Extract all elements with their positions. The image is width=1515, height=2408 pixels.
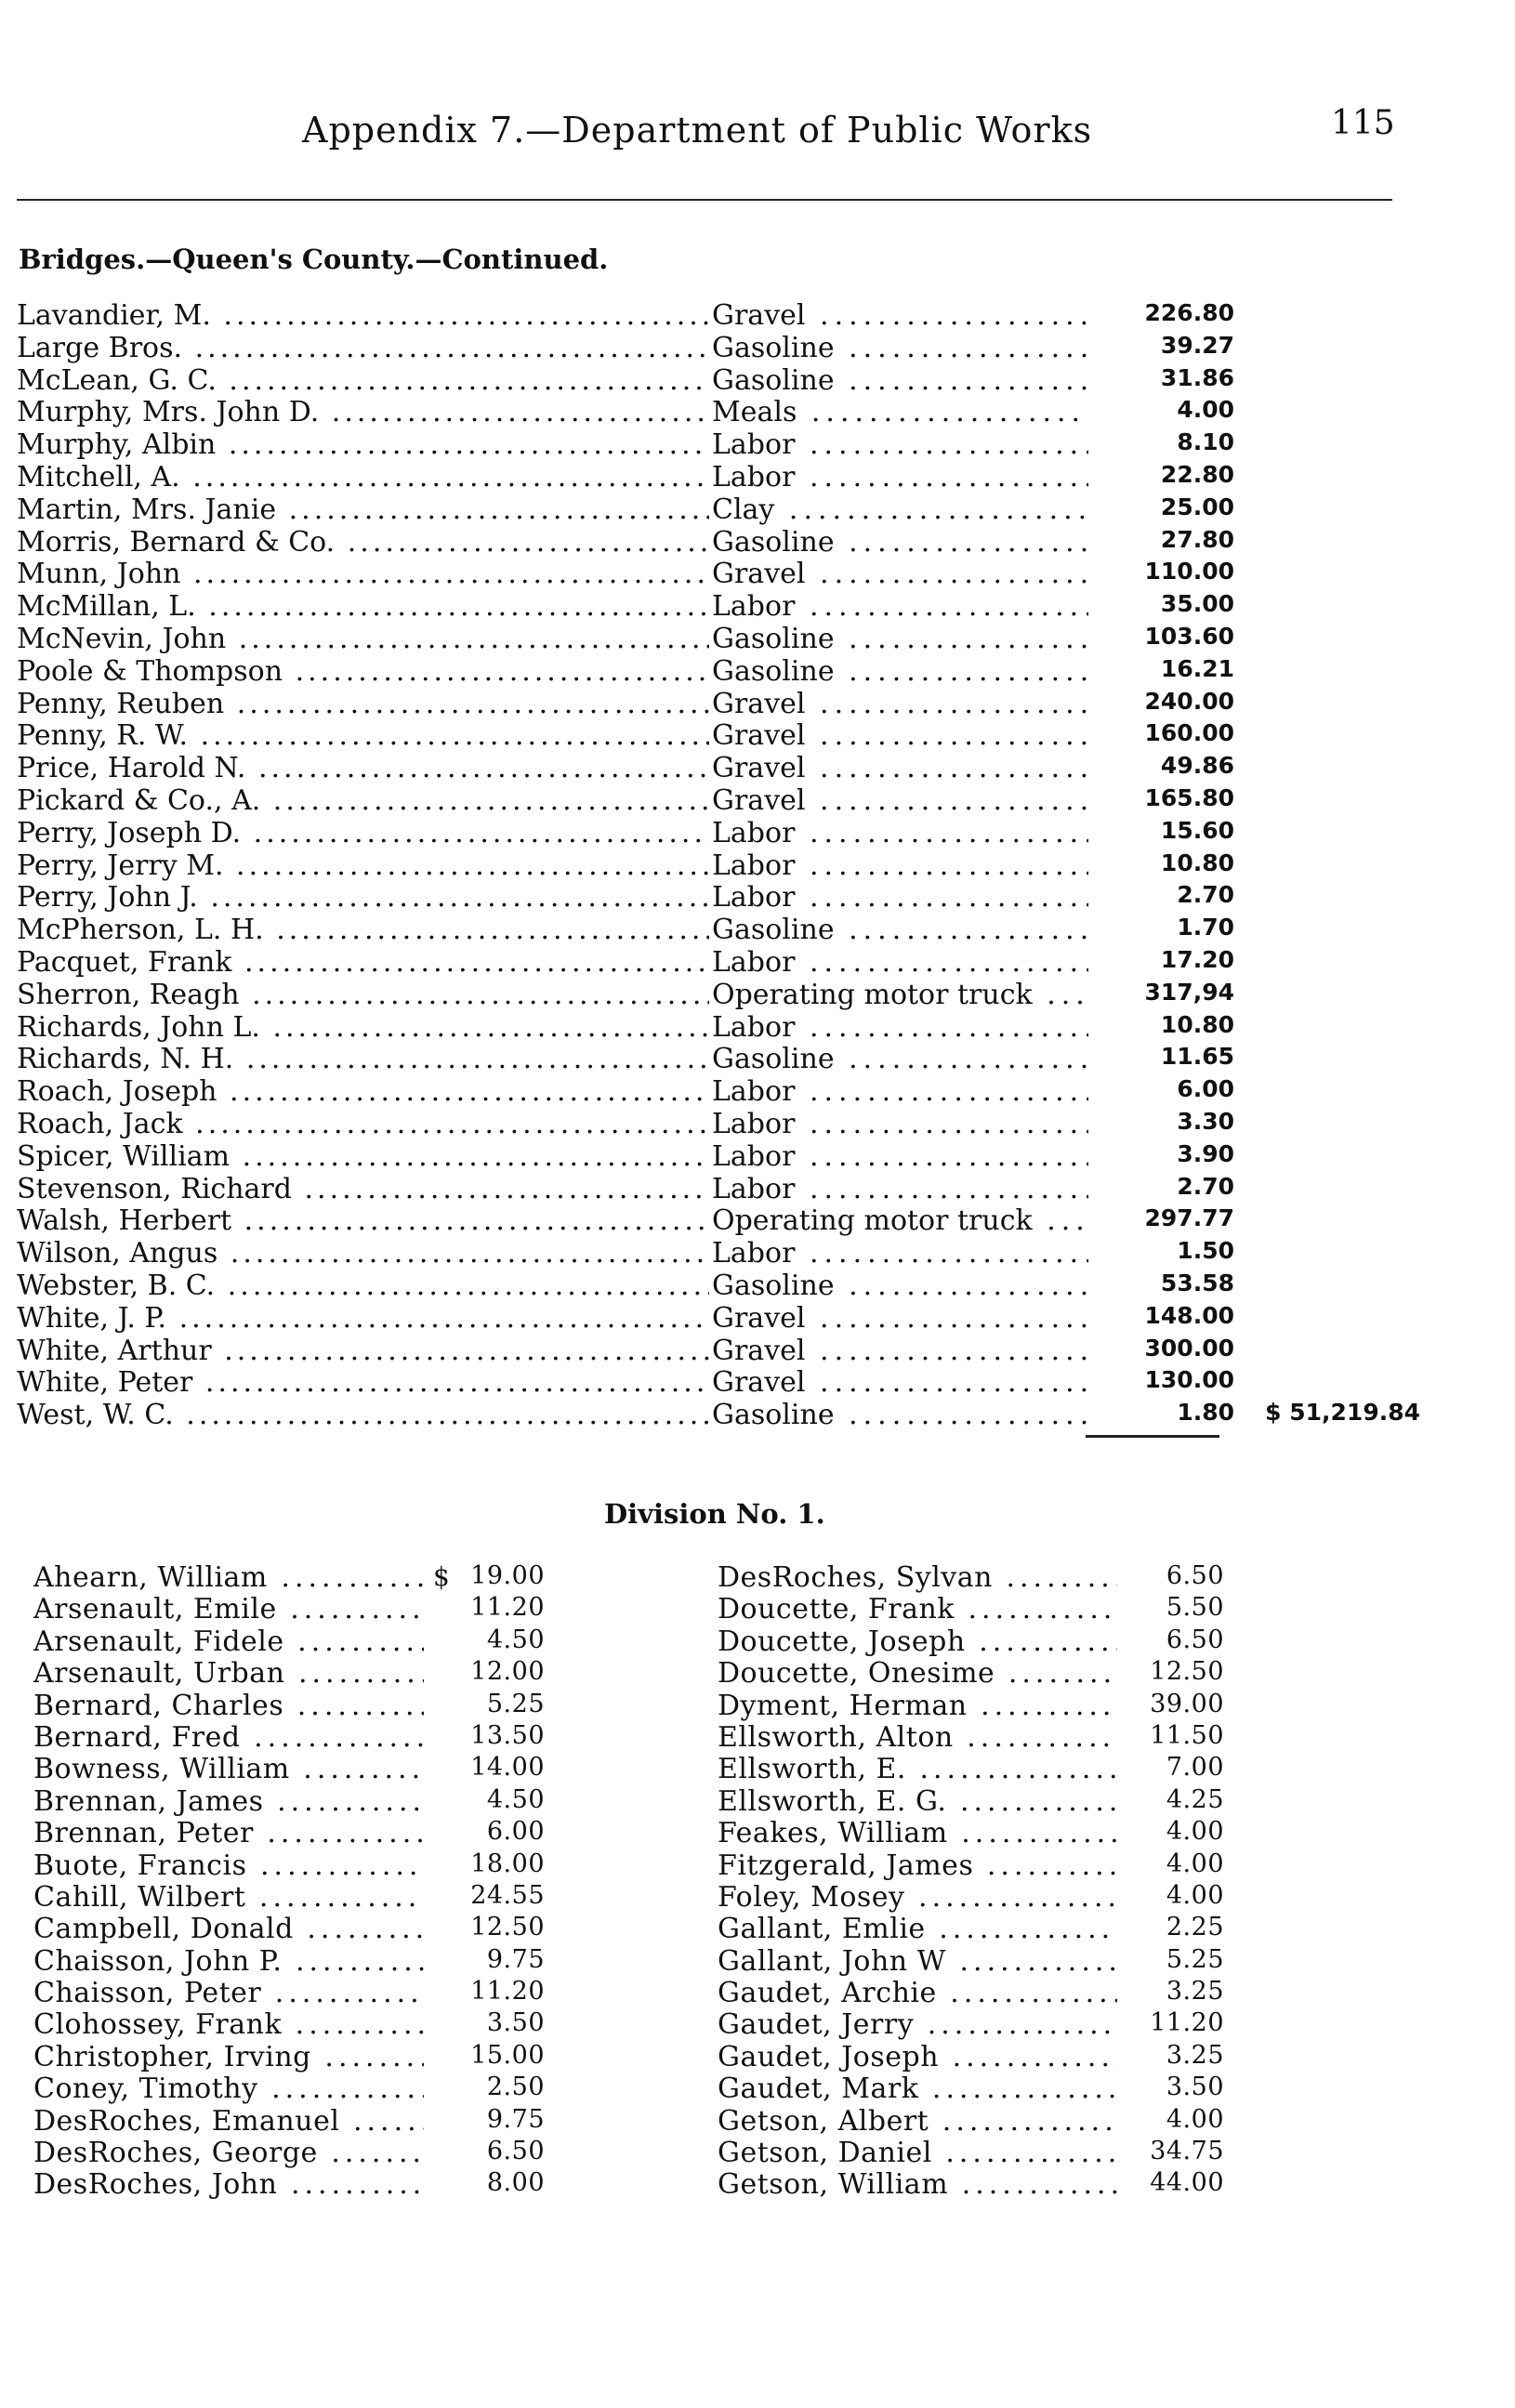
division-row: [718, 2105, 1238, 2137]
division-row: [33, 1561, 554, 1593]
ledger-row: [17, 364, 1429, 397]
ledger-name: Roach, Joseph .....: [17, 1075, 709, 1108]
division-name: Bernard, Charles .....: [33, 1690, 424, 1722]
division-amount: 4.25: [1166, 1784, 1224, 1814]
ledger-item: Gasoline .....: [712, 526, 1088, 559]
ledger-name: Webster, B. C. .....: [17, 1270, 709, 1302]
division-row: [718, 2072, 1238, 2104]
division-row: [718, 1849, 1238, 1881]
division-amount: 13.50: [470, 1720, 545, 1750]
ledger-amount: 15.60: [1160, 816, 1234, 844]
division-name: Cahill, Wilbert .....: [33, 1881, 424, 1914]
ledger-amount: 25.00: [1160, 493, 1234, 520]
ledger-row: [17, 784, 1429, 817]
ledger-item: Labor .....: [712, 1173, 1088, 1205]
division-row: [718, 1753, 1238, 1784]
division-row: [33, 1657, 554, 1689]
ledger-name: McLean, G. C. .....: [17, 364, 709, 397]
division-row: [33, 1817, 554, 1849]
division-name: Gaudet, Mark .....: [718, 2072, 1117, 2105]
ledger-row: [17, 849, 1429, 882]
ledger-amount: 10.80: [1160, 1010, 1234, 1038]
division-name: DesRoches, John .....: [33, 2168, 424, 2201]
division-name: Gallant, John W .....: [718, 1945, 1117, 1978]
ledger-row: [17, 1270, 1429, 1302]
division-amount: 6.00: [486, 1817, 545, 1847]
page-number: 115: [1331, 104, 1395, 142]
division-row: [718, 1690, 1238, 1721]
ledger-row: [17, 558, 1429, 590]
ledger-amount: 226.80: [1144, 299, 1234, 326]
ledger-amount: 1.50: [1177, 1237, 1234, 1265]
ledger-amount: 35.00: [1160, 590, 1234, 618]
division-row: [718, 2008, 1238, 2040]
ledger-amount: 240.00: [1144, 687, 1234, 715]
ledger-name: McPherson, L. H. .....: [17, 914, 709, 946]
division-amount: 8.00: [486, 2168, 545, 2198]
division-name: Chaisson, Peter .....: [33, 1977, 424, 2009]
division-amount: 3.25: [1166, 1977, 1224, 2007]
ledger-row: [17, 623, 1429, 655]
division-name: Campbell, Donald .....: [33, 1913, 424, 1945]
division-row: [33, 2041, 554, 2072]
division-name: Arsenault, Urban .....: [33, 1657, 424, 1690]
ledger-name: Roach, Jack .....: [17, 1108, 709, 1140]
division-name: Arsenault, Emile .....: [33, 1593, 424, 1625]
ledger-name: White, Arthur .....: [17, 1335, 709, 1367]
division-amount: 11.20: [470, 1593, 545, 1623]
running-head: Appendix 7.—Department of Public Works: [302, 110, 1093, 151]
division-amount: 44.00: [1150, 2168, 1224, 2198]
division-amount: 14.00: [470, 1753, 545, 1783]
division-amount: 34.75: [1150, 2137, 1224, 2166]
ledger-row: [17, 1140, 1429, 1173]
division-name: DesRoches, Emanuel .....: [33, 2105, 424, 2138]
ledger-amount: 6.00: [1177, 1075, 1234, 1103]
ledger-name: Walsh, Herbert .....: [17, 1204, 709, 1237]
ledger-name: Perry, John J. .....: [17, 881, 709, 914]
division-name: Getson, Albert .....: [718, 2105, 1117, 2138]
ledger-item: Gravel .....: [712, 784, 1088, 817]
division-name: Chaisson, John P. .....: [33, 1945, 424, 1978]
ledger-amount: 39.27: [1160, 331, 1234, 359]
division-amount: 5.50: [1166, 1593, 1224, 1623]
ledger-amount: 8.10: [1177, 428, 1234, 456]
ledger-name: Penny, Reuben .....: [17, 688, 709, 720]
division-name: Gaudet, Archie .....: [718, 1977, 1117, 2009]
division-name: Dyment, Herman .....: [718, 1690, 1117, 1722]
division-amount: 9.75: [486, 1944, 545, 1974]
ledger-name: Poole & Thompson .....: [17, 655, 709, 688]
ledger-name: Murphy, Albin .....: [17, 428, 709, 461]
ledger-name: Lavandier, M. .....: [17, 299, 709, 332]
ledger-row: [17, 688, 1429, 720]
division-name: Getson, William .....: [718, 2168, 1117, 2201]
ledger-amount: 160.00: [1144, 719, 1234, 747]
division-row: [718, 1945, 1238, 1977]
ledger-amount: 4.00: [1177, 396, 1234, 424]
ledger-row: [17, 914, 1429, 946]
division-row: [33, 2168, 554, 2200]
ledger-amount: 2.70: [1177, 1172, 1234, 1200]
division-name: Christopher, Irving .....: [33, 2041, 424, 2073]
ledger-amount: 300.00: [1144, 1334, 1234, 1362]
division-name: Gaudet, Jerry .....: [718, 2008, 1117, 2041]
division-left-column: [33, 1561, 554, 2201]
sum-rule: [1086, 1435, 1219, 1438]
division-amount: 39.00: [1150, 1689, 1224, 1718]
division-name: Feakes, William .....: [718, 1817, 1117, 1849]
division-row: [718, 1977, 1238, 2008]
ledger-row: [17, 1302, 1429, 1335]
division-amount: 3.50: [486, 2008, 545, 2038]
division-amount: 4.00: [1166, 1817, 1224, 1847]
division-row: [33, 2137, 554, 2168]
ledger-amount: 103.60: [1144, 622, 1234, 650]
division-name: Clohossey, Frank .....: [33, 2008, 424, 2041]
ledger-name: Wilson, Angus .....: [17, 1237, 709, 1270]
ledger-row: [17, 752, 1429, 784]
ledger-row: [17, 590, 1429, 623]
ledger-name: Stevenson, Richard .....: [17, 1173, 709, 1205]
ledger-row: [17, 299, 1429, 332]
division-name: Doucette, Frank .....: [718, 1593, 1117, 1625]
ledger-name: Pickard & Co., A. .....: [17, 784, 709, 817]
division-row: [718, 1721, 1238, 1753]
ledger-row: [17, 1399, 1429, 1431]
ledger-amount: 31.86: [1160, 363, 1234, 391]
ledger-table: [17, 299, 1429, 1431]
ledger-row: [17, 719, 1429, 752]
ledger-item: Gasoline .....: [712, 623, 1088, 655]
division-amount: 2.25: [1166, 1913, 1224, 1942]
division-name: Doucette, Joseph .....: [718, 1625, 1117, 1658]
ledger-amount: 22.80: [1160, 460, 1234, 488]
division-amount: 5.25: [1166, 1944, 1224, 1974]
ledger-name: McNevin, John .....: [17, 623, 709, 655]
division-name: Gaudet, Joseph .....: [718, 2041, 1117, 2073]
ledger-amount: 317,94: [1144, 978, 1234, 1006]
ledger-item: Labor .....: [712, 461, 1088, 493]
ledger-item: Gravel .....: [712, 752, 1088, 784]
ledger-name: Pacquet, Frank .....: [17, 946, 709, 979]
ledger-row: [17, 655, 1429, 688]
division-row: [33, 1913, 554, 1944]
header-rule: [17, 199, 1392, 201]
ledger-amount: 2.70: [1177, 881, 1234, 909]
ledger-name: Perry, Jerry M. .....: [17, 849, 709, 882]
division-name: Doucette, Onesime .....: [718, 1657, 1117, 1690]
division-amount: 24.55: [470, 1880, 545, 1910]
division-row: [33, 1849, 554, 1881]
ledger-item: Labor .....: [712, 1108, 1088, 1140]
ledger-amount: 130.00: [1144, 1366, 1234, 1394]
ledger-amount: 165.80: [1144, 783, 1234, 811]
ledger-name: Large Bros. .....: [17, 332, 709, 364]
division-row: [718, 1561, 1238, 1593]
ledger-amount: 49.86: [1160, 752, 1234, 780]
ledger-row: [17, 1173, 1429, 1205]
division-name: Fitzgerald, James .....: [718, 1849, 1117, 1882]
ledger-name: Spicer, William .....: [17, 1140, 709, 1173]
division-row: [718, 2041, 1238, 2072]
division-name: Ellsworth, E. .....: [718, 1753, 1117, 1785]
division-row: [33, 1785, 554, 1817]
ledger-amount: 3.30: [1177, 1107, 1234, 1135]
ledger-item: Gasoline .....: [712, 364, 1088, 397]
division-amount: 15.00: [470, 2040, 545, 2070]
division-right-column: [718, 1561, 1238, 2201]
ledger-name: Richards, John L. .....: [17, 1011, 709, 1044]
ledger-item: Gasoline .....: [712, 1270, 1088, 1302]
division-name: DesRoches, Sylvan .....: [718, 1561, 1117, 1594]
ledger-item: Gravel .....: [712, 299, 1088, 332]
division-amount: 3.25: [1166, 2040, 1224, 2070]
division-row: [33, 2105, 554, 2137]
ledger-row: [17, 1043, 1429, 1075]
ledger-item: Labor .....: [712, 1011, 1088, 1044]
division-row: [33, 1625, 554, 1657]
ledger-row: [17, 1366, 1429, 1399]
ledger-row: [17, 1204, 1429, 1237]
division-heading: Division No. 1.: [604, 1498, 825, 1530]
ledger-name: Munn, John .....: [17, 558, 709, 590]
ledger-amount: 1.70: [1177, 914, 1234, 941]
ledger-amount: 297.77: [1144, 1204, 1234, 1232]
division-amount: 6.50: [1166, 1561, 1224, 1590]
division-amount: 18.00: [470, 1849, 545, 1878]
ledger-item: Meals .....: [712, 396, 1088, 428]
division-row: [718, 1593, 1238, 1625]
division-row: [718, 2137, 1238, 2168]
division-row: [33, 2008, 554, 2040]
ledger-item: Gasoline .....: [712, 914, 1088, 946]
ledger-row: [17, 881, 1429, 914]
division-name: Ellsworth, E. G. .....: [718, 1785, 1117, 1818]
division-name: Buote, Francis .....: [33, 1849, 424, 1882]
ledger-item: Gravel .....: [712, 719, 1088, 752]
division-row: [33, 1593, 554, 1625]
ledger-name: Penny, R. W. .....: [17, 719, 709, 752]
division-amount: 12.50: [470, 1913, 545, 1942]
ledger-name: Richards, N. H. .....: [17, 1043, 709, 1075]
currency-symbol: $: [433, 1561, 451, 1592]
ledger-name: Morris, Bernard & Co. .....: [17, 526, 709, 559]
ledger-item: Labor .....: [712, 849, 1088, 882]
ledger-amount: 27.80: [1160, 525, 1234, 553]
ledger-row: [17, 1075, 1429, 1108]
ledger-item: Clay .....: [712, 493, 1088, 526]
division-row: [718, 1913, 1238, 1944]
ledger-name: West, W. C. .....: [17, 1399, 709, 1431]
division-name: Getson, Daniel .....: [718, 2137, 1117, 2169]
division-amount: 4.50: [486, 1625, 545, 1654]
ledger-name: McMillan, L. .....: [17, 590, 709, 623]
ledger-name: White, Peter .....: [17, 1366, 709, 1399]
division-amount: 9.75: [486, 2104, 545, 2134]
division-amount: 7.00: [1166, 1753, 1224, 1783]
division-row: [33, 1721, 554, 1753]
division-row: [718, 1817, 1238, 1849]
ledger-row: [17, 946, 1429, 979]
division-amount: 4.50: [486, 1784, 545, 1814]
ledger-amount: 10.80: [1160, 849, 1234, 876]
ledger-item: Gasoline .....: [712, 332, 1088, 364]
ledger-name: Mitchell, A. .....: [17, 461, 709, 493]
ledger-row: [17, 428, 1429, 461]
division-amount: 12.50: [1150, 1657, 1224, 1687]
division-row: [33, 1977, 554, 2008]
division-amount: 2.50: [486, 2072, 545, 2102]
ledger-name: Price, Harold N. .....: [17, 752, 709, 784]
division-amount: 12.00: [470, 1657, 545, 1687]
ledger-item: Labor .....: [712, 1140, 1088, 1173]
division-name: Ahearn, William .....: [33, 1561, 424, 1594]
ledger-total: $ 51,219.84: [1265, 1399, 1420, 1427]
division-name: Bernard, Fred .....: [33, 1721, 424, 1754]
division-row: [33, 1690, 554, 1721]
division-name: Arsenault, Fidele .....: [33, 1625, 424, 1658]
division-amount: 6.50: [486, 2137, 545, 2166]
ledger-amount: 16.21: [1160, 654, 1234, 682]
ledger-item: Labor .....: [712, 1075, 1088, 1108]
division-amount: 4.00: [1166, 1849, 1224, 1878]
division-amount: 11.20: [470, 1977, 545, 2007]
ledger-amount: 110.00: [1144, 558, 1234, 586]
ledger-row: [17, 1237, 1429, 1270]
division-row: [718, 1881, 1238, 1913]
ledger-amount: 1.80: [1177, 1399, 1234, 1427]
division-amount: 11.50: [1150, 1720, 1224, 1750]
ledger-row: [17, 979, 1429, 1011]
ledger-row: [17, 461, 1429, 493]
ledger-amount: 17.20: [1160, 945, 1234, 973]
ledger-item: Operating motor truck .....: [712, 1204, 1088, 1237]
division-name: Ellsworth, Alton .....: [718, 1721, 1117, 1754]
ledger-row: [17, 1011, 1429, 1044]
ledger-item: Operating motor truck .....: [712, 979, 1088, 1011]
ledger-item: Gravel .....: [712, 1302, 1088, 1335]
ledger-row: [17, 526, 1429, 559]
division-row: [718, 1785, 1238, 1817]
division-row: [718, 2168, 1238, 2200]
ledger-name: White, J. P. .....: [17, 1302, 709, 1335]
ledger-item: Gasoline .....: [712, 1043, 1088, 1075]
division-row: [33, 1753, 554, 1784]
ledger-name: Perry, Joseph D. .....: [17, 817, 709, 849]
ledger-row: [17, 332, 1429, 364]
ledger-row: [17, 493, 1429, 526]
ledger-row: [17, 1108, 1429, 1140]
division-row: [718, 1657, 1238, 1689]
division-name: Brennan, James .....: [33, 1785, 424, 1818]
division-amount: 4.00: [1166, 1880, 1224, 1910]
division-row: [718, 1625, 1238, 1657]
division-name: Foley, Mosey .....: [718, 1881, 1117, 1914]
division-name: Brennan, Peter .....: [33, 1817, 424, 1849]
ledger-amount: 11.65: [1160, 1043, 1234, 1071]
division-name: Gallant, Emlie .....: [718, 1913, 1117, 1945]
ledger-item: Gravel .....: [712, 1335, 1088, 1367]
ledger-item: Labor .....: [712, 590, 1088, 623]
ledger-row: [17, 817, 1429, 849]
ledger-item: Gasoline .....: [712, 1399, 1088, 1431]
ledger-item: Gasoline .....: [712, 655, 1088, 688]
ledger-item: Labor .....: [712, 428, 1088, 461]
ledger-item: Labor .....: [712, 1237, 1088, 1270]
ledger-row: [17, 1335, 1429, 1367]
ledger-item: Gravel .....: [712, 1366, 1088, 1399]
division-row: [33, 1881, 554, 1913]
ledger-amount: 148.00: [1144, 1301, 1234, 1329]
section-heading: Bridges.—Queen's County.—Continued.: [19, 243, 609, 275]
division-amount: 3.50: [1166, 2072, 1224, 2102]
ledger-item: Labor .....: [712, 946, 1088, 979]
division-name: Bowness, William .....: [33, 1753, 424, 1785]
ledger-item: Labor .....: [712, 881, 1088, 914]
ledger-amount: 3.90: [1177, 1139, 1234, 1167]
ledger-name: Martin, Mrs. Janie .....: [17, 493, 709, 526]
division-amount: 4.00: [1166, 2104, 1224, 2134]
division-amount: 6.50: [1166, 1625, 1224, 1654]
ledger-item: Gravel .....: [712, 688, 1088, 720]
ledger-item: Labor .....: [712, 817, 1088, 849]
division-row: [33, 1945, 554, 1977]
ledger-name: Murphy, Mrs. John D. .....: [17, 396, 709, 428]
ledger-name: Sherron, Reagh .....: [17, 979, 709, 1011]
division-amount: 19.00: [470, 1561, 545, 1590]
division-name: Coney, Timothy .....: [33, 2072, 424, 2105]
ledger-amount: 53.58: [1160, 1269, 1234, 1296]
division-amount: 5.25: [486, 1689, 545, 1718]
division-name: DesRoches, George .....: [33, 2137, 424, 2169]
ledger-row: [17, 396, 1429, 428]
division-amount: 11.20: [1150, 2008, 1224, 2038]
ledger-item: Gravel .....: [712, 558, 1088, 590]
division-row: [33, 2072, 554, 2104]
